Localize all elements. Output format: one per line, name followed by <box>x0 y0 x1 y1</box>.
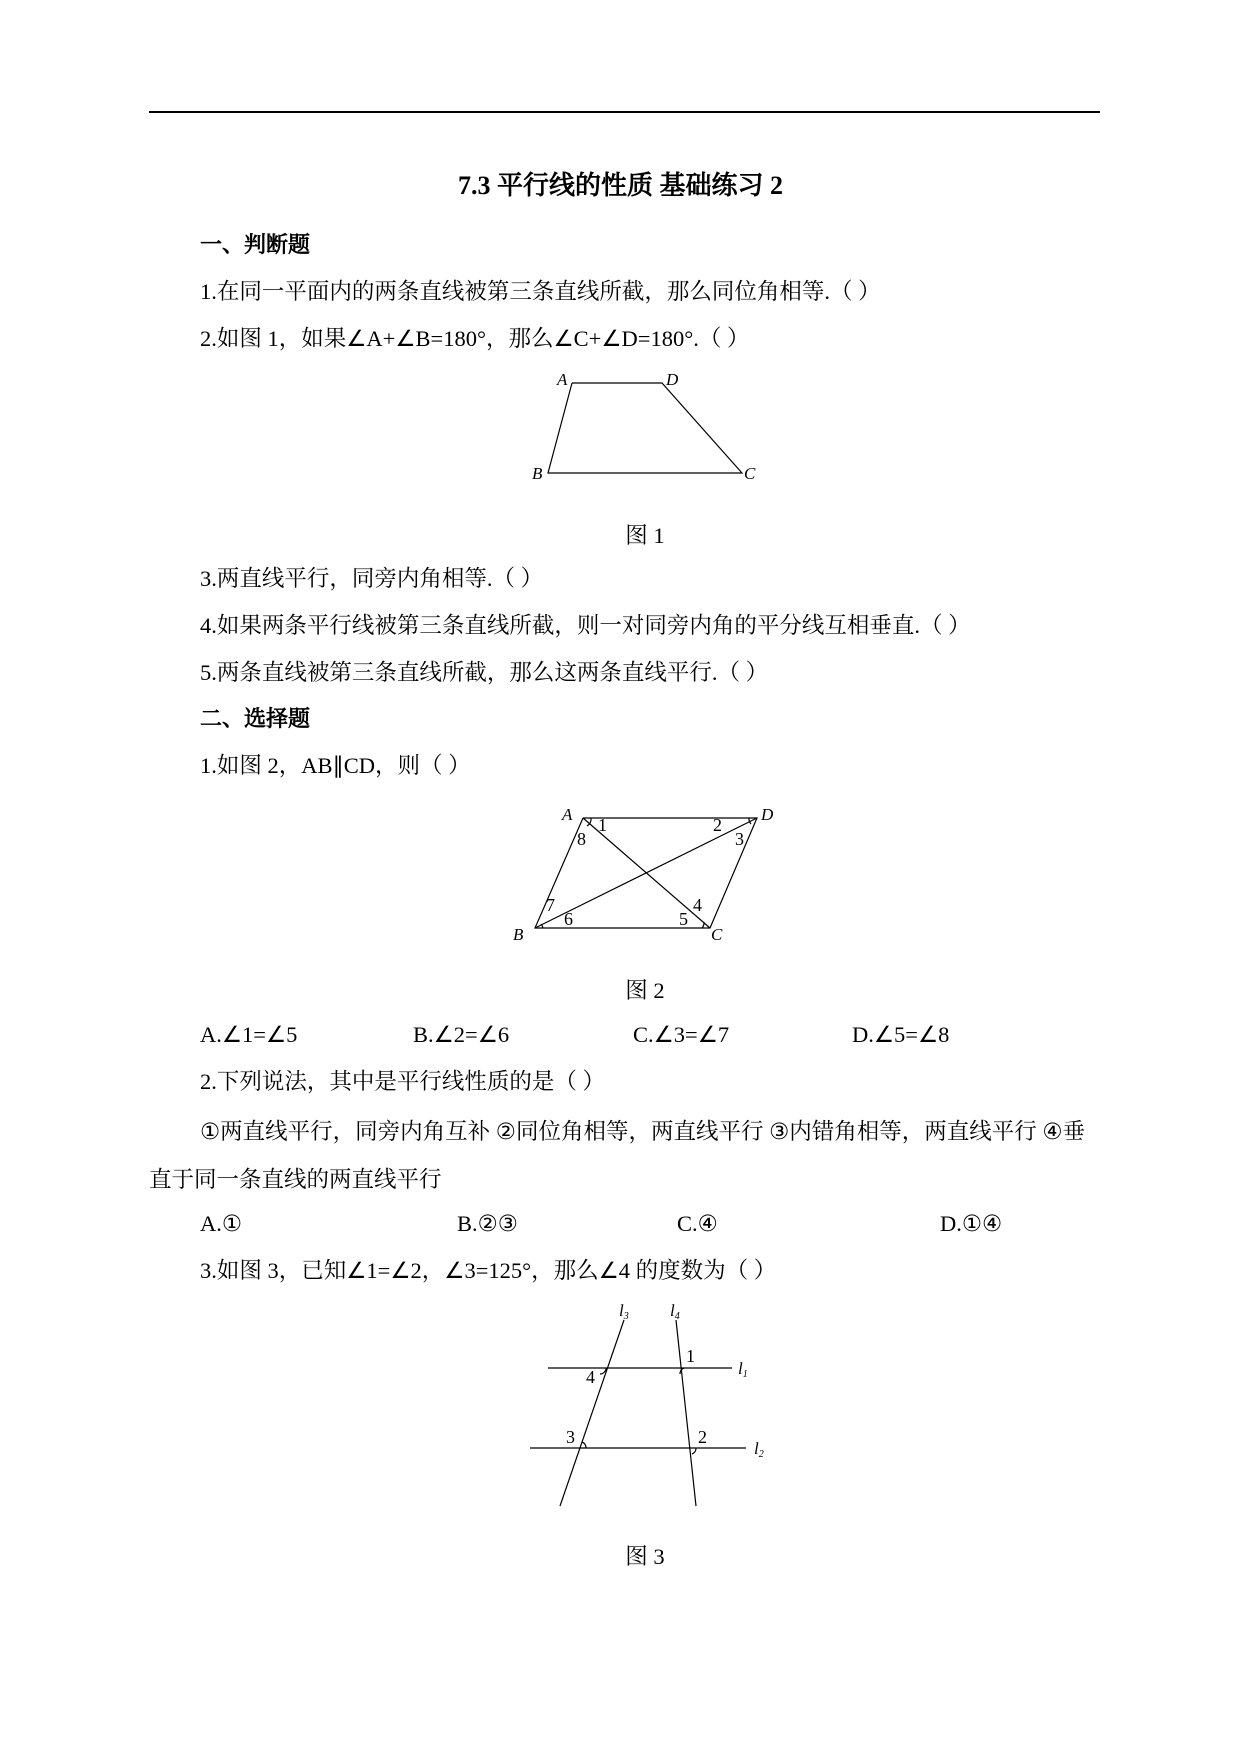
figure-3-caption: 图 3 <box>625 1544 665 1569</box>
q2-2-option-a: A.① <box>200 1211 243 1236</box>
q2-1-option-b: B.∠2=∠6 <box>413 1022 510 1047</box>
fig1-label-a: A <box>557 370 568 389</box>
question-1-5: 5.两条直线被第三条直线所截，那么这两条直线平行.（ ） <box>200 660 769 685</box>
figure-2-caption: 图 2 <box>625 978 665 1003</box>
q2-2-option-c: C.④ <box>677 1211 718 1236</box>
q2-1-option-c: C.∠3=∠7 <box>633 1022 730 1047</box>
figure-1-caption: 图 1 <box>625 523 665 548</box>
question-1-2: 2.如图 1，如果∠A+∠B=180°，那么∠C+∠D=180°.（ ） <box>200 326 750 351</box>
fig3-angle-1: 1 <box>686 1346 695 1366</box>
fig1-label-b: B <box>532 464 543 483</box>
page-title: 7.3 平行线的性质 基础练习 2 <box>457 171 783 200</box>
question-2-2-statements: ①两直线平行，同旁内角互补 ②同位角相等，两直线平行 ③内错角相等，两直线平行 ④垂直于同一条直线的两直线平行 <box>149 1119 1086 1192</box>
fig2-angle-2: 2 <box>713 815 722 835</box>
q2-1-option-d: D.∠5=∠8 <box>852 1022 950 1047</box>
fig2-label-b: B <box>513 925 524 944</box>
fig3-angle-4: 4 <box>586 1367 595 1387</box>
section-heading-judgement: 一、判断题 <box>200 233 311 258</box>
fig2-angle-1: 1 <box>598 815 607 835</box>
figure-2-parallelogram <box>505 800 805 950</box>
fig3-label-l2: l2 <box>754 1439 764 1460</box>
fig2-angle-3: 3 <box>735 829 744 849</box>
question-2-2: 2.下列说法，其中是平行线性质的是（ ） <box>200 1069 606 1094</box>
fig2-angle-7: 7 <box>546 895 555 915</box>
fig1-label-c: C <box>744 464 756 483</box>
fig3-label-l3: l3 <box>619 1301 629 1322</box>
fig2-angle-8: 8 <box>577 829 586 849</box>
question-2-3: 3.如图 3，已知∠1=∠2，∠3=125°，那么∠4 的度数为（ ） <box>200 1258 777 1283</box>
section-heading-choice: 二、选择题 <box>200 707 311 732</box>
figure-1-trapezoid <box>530 365 770 485</box>
fig2-angle-6: 6 <box>564 909 573 929</box>
fig3-angle-2: 2 <box>698 1427 707 1447</box>
fig2-angle-5: 5 <box>679 909 688 929</box>
header-rule <box>149 111 1100 113</box>
fig3-label-l4: l4 <box>670 1301 680 1322</box>
fig3-angle-3: 3 <box>566 1427 575 1447</box>
fig2-angle-4: 4 <box>693 895 702 915</box>
question-2-1: 1.如图 2，AB∥CD，则（ ） <box>200 753 471 778</box>
question-1-4: 4.如果两条平行线被第三条直线所截，则一对同旁内角的平分线互相垂直.（ ） <box>200 613 971 638</box>
fig1-label-d: D <box>666 370 679 389</box>
question-1-1: 1.在同一平面内的两条直线被第三条直线所截，那么同位角相等.（ ） <box>200 279 881 304</box>
figure-3-lines <box>520 1300 800 1510</box>
q2-1-option-a: A.∠1=∠5 <box>200 1022 298 1047</box>
question-1-3: 3.两直线平行，同旁内角相等.（ ） <box>200 566 544 591</box>
q2-2-option-b: B.②③ <box>457 1211 518 1236</box>
fig2-label-a: A <box>562 805 573 824</box>
fig2-label-d: D <box>761 805 774 824</box>
q2-2-option-d: D.①④ <box>940 1211 1003 1236</box>
fig2-label-c: C <box>711 925 723 944</box>
fig3-label-l1: l1 <box>738 1359 748 1380</box>
